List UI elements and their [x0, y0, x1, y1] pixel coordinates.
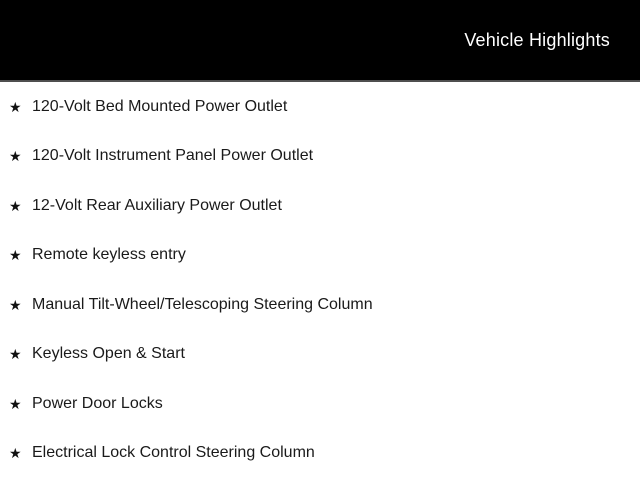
star-icon: ★ — [9, 98, 22, 115]
star-icon: ★ — [9, 445, 22, 462]
feature-text: 120-Volt Bed Mounted Power Outlet — [32, 97, 288, 115]
feature-list — [0, 82, 640, 480]
feature-text: 12-Volt Rear Auxiliary Power Outlet — [32, 196, 282, 214]
list-item — [9, 379, 640, 429]
star-icon: ★ — [9, 346, 22, 363]
star-icon: ★ — [9, 395, 22, 412]
feature-text: Manual Tilt-Wheel/Telescoping Steering Column — [32, 295, 373, 313]
feature-text: Electrical Lock Control Steering Column — [32, 444, 315, 462]
list-item — [9, 429, 640, 479]
list-item — [9, 231, 640, 281]
list-item — [9, 82, 640, 132]
list-item — [9, 330, 640, 380]
page-title: Vehicle Highlights — [464, 29, 610, 50]
highlights-header-banner — [0, 0, 640, 82]
feature-text: 120-Volt Instrument Panel Power Outlet — [32, 147, 314, 165]
star-icon: ★ — [9, 148, 22, 165]
list-item — [9, 181, 640, 231]
star-icon: ★ — [9, 296, 22, 313]
star-icon: ★ — [9, 247, 22, 264]
feature-text: Keyless Open & Start — [32, 345, 185, 363]
feature-text: Power Door Locks — [32, 394, 163, 412]
list-item — [9, 132, 640, 182]
feature-text: Remote keyless entry — [32, 246, 186, 264]
list-item — [9, 280, 640, 330]
star-icon: ★ — [9, 197, 22, 214]
